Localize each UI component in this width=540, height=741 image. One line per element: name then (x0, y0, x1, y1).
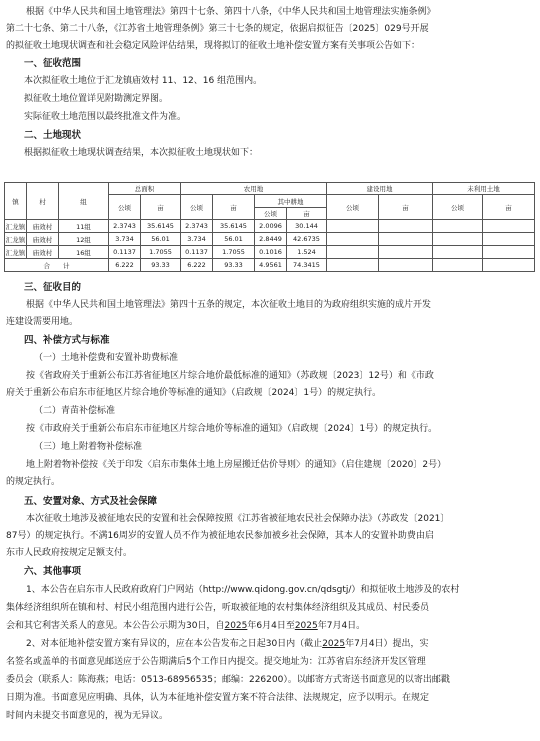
text-run: 年7月4日。 (317, 621, 366, 631)
cell-value: 0.1137 (109, 246, 141, 259)
cell-value: 6.222 (181, 259, 213, 272)
header-unit-ha: 公顷 (181, 195, 213, 220)
other-paragraph: 集体经济组织所在镇和村、村民小组范围内进行公告，听取被征地的农村集体经济组织及其成员、村民委员 (6, 603, 430, 613)
cell-village: 庙效村 (27, 233, 59, 246)
section-title-purpose: 三、征收目的 (24, 282, 82, 293)
header-unit-ha: 公顷 (109, 195, 141, 220)
scope-paragraph: 本次拟征收土地位于汇龙镇庙效村 11、12、16 组范围内。 (24, 76, 263, 86)
cell-group: 16组 (59, 246, 109, 259)
table-row (5, 246, 535, 259)
cell-town: 汇龙镇 (5, 233, 27, 246)
header-town: 镇 (5, 183, 27, 220)
compensation-paragraph: 地上附着物补偿按《关于印发〈启东市集体土地上房屋搬迁估价导则〉的通知》（启住建规〔2020〕2号） (26, 460, 447, 470)
cell-value: 74.3415 (287, 259, 327, 272)
section-title-compensation: 四、补偿方式与标准 (24, 335, 110, 346)
compensation-paragraph: 府关于重新公布启东市征地区片综合地价等标准的通知》（启政规〔2024〕1号）的规定执行。 (6, 388, 382, 398)
date-year: 2025 (224, 621, 248, 631)
land-status-paragraph: 根据拟征收土地现状调查结果，本次拟征收土地现状如下： (24, 148, 259, 158)
compensation-paragraph: 按《省政府关于重新公布江苏省征地区片综合地价最低标准的通知》（苏政规〔2023〕12号）和《市政 (26, 371, 434, 381)
cell-value: 30.144 (287, 220, 327, 233)
cell-value: 1.7055 (213, 246, 255, 259)
cell-value: 6.222 (109, 259, 141, 272)
date-year: 2025 (322, 639, 346, 649)
cell-value (379, 259, 433, 272)
header-construction: 建设用地 (327, 183, 433, 195)
table-total-row (5, 259, 535, 272)
cell-village: 庙效村 (27, 220, 59, 233)
header-unit-mu: 亩 (483, 195, 535, 220)
cell-value: 0.1137 (181, 246, 213, 259)
other-paragraph (6, 636, 534, 653)
text-run: 会和其它利害关系人的意见。本公告公示期为30日，自 (6, 621, 225, 631)
scope-paragraph: 实际征收土地范围以最终批准文件为准。 (24, 112, 187, 122)
text-run: 年7月4日）提出，实 (345, 639, 429, 649)
other-paragraph: 日期为准。书面意见应明确、具体，认为本征地补偿安置方案不符合法律、法规规定，应予以明示。在规定 (6, 693, 430, 703)
intro-line: 的拟征收土地现状调查和社会稳定风险评估结果，现将拟订的征收土地补偿安置方案有关事项公告如下： (6, 41, 421, 51)
table-row (5, 220, 535, 233)
compensation-paragraph: 按《市政府关于重新公布启东市征地区片综合地价等标准的通知》（启政规〔2024〕1号）的规定执行。 (26, 424, 438, 434)
cell-value: 1.7055 (141, 246, 181, 259)
cell-value: 93.33 (141, 259, 181, 272)
section-title-other: 六、其他事项 (24, 566, 82, 577)
cell-value: 3.734 (109, 233, 141, 246)
cell-value (433, 233, 483, 246)
other-paragraph: 1、本公告在启东市人民政府政府门户网站（http://www.qidong.gov.cn/qdsgtj/）和拟征收土地涉及的农村 (26, 585, 460, 595)
text-run: 年6月4日至 (247, 621, 295, 631)
cell-value (433, 246, 483, 259)
header-unit-mu: 亩 (287, 208, 327, 220)
resettlement-paragraph: 本次征收土地涉及被征地农民的安置和社会保障按照《江苏省被征地农民社会保障办法》（苏政发〔2021〕 (26, 514, 450, 524)
cell-value: 93.33 (213, 259, 255, 272)
cell-value: 35.6145 (141, 220, 181, 233)
cell-value: 2.3743 (109, 220, 141, 233)
cell-value: 56.01 (141, 233, 181, 246)
header-group: 组 (59, 183, 109, 220)
cell-value: 1.524 (287, 246, 327, 259)
header-total-area: 总面积 (109, 183, 181, 195)
other-paragraph (6, 618, 534, 635)
intro-line: 根据《中华人民共和国土地管理法》第四十七条、第四十八条，《中华人民共和国土地管理法实施条例》 (26, 7, 436, 17)
header-unit-ha: 公顷 (433, 195, 483, 220)
header-unit-mu: 亩 (141, 195, 181, 220)
compensation-paragraph: 的规定执行。 (6, 477, 61, 487)
cell-value (327, 246, 379, 259)
header-arable: 其中耕地 (255, 195, 327, 208)
scope-paragraph: 拟征收土地位置详见附勘测定界图。 (24, 94, 169, 104)
cell-value: 2.8449 (255, 233, 287, 246)
other-paragraph: 时间内未提交书面意见的，视为无异议。 (6, 711, 169, 721)
cell-value (483, 246, 535, 259)
resettlement-paragraph: 东市人民政府按规定足额支付。 (6, 548, 133, 558)
purpose-paragraph: 根据《中华人民共和国土地管理法》第四十五条的规定，本次征收土地目的为政府组织实施的成片开发 (26, 300, 432, 310)
cell-value (483, 220, 535, 233)
cell-total-label: 合 计 (5, 259, 109, 272)
cell-value (379, 220, 433, 233)
text-run: 2、对本征地补偿安置方案有异议的，应在本公告发布之日起30日内（截止 (26, 639, 323, 649)
cell-value (483, 233, 535, 246)
cell-value (379, 233, 433, 246)
section-title-land-status: 二、土地现状 (24, 130, 82, 141)
cell-value (433, 220, 483, 233)
cell-value: 0.1016 (255, 246, 287, 259)
cell-value (483, 259, 535, 272)
cell-value (327, 233, 379, 246)
cell-value: 42.6735 (287, 233, 327, 246)
section-title-resettlement: 五、安置对象、方式及社会保障 (24, 496, 158, 507)
cell-value: 35.6145 (213, 220, 255, 233)
header-agricultural: 农用地 (181, 183, 327, 195)
purpose-paragraph: 连建设需要用地。 (6, 317, 79, 327)
subsection-title: （一）土地补偿费和安置补助费标准 (34, 353, 179, 363)
cell-value: 56.01 (213, 233, 255, 246)
subsection-title: （三）地上附着物补偿标准 (34, 442, 143, 452)
cell-group: 11组 (59, 220, 109, 233)
header-unit-ha: 公顷 (327, 195, 379, 220)
cell-town: 汇龙镇 (5, 220, 27, 233)
cell-value: 2.0096 (255, 220, 287, 233)
section-title-scope: 一、征收范围 (24, 58, 82, 69)
cell-value (327, 259, 379, 272)
header-unused: 未利用土地 (433, 183, 535, 195)
cell-value: 3.734 (181, 233, 213, 246)
header-unit-mu: 亩 (379, 195, 433, 220)
header-village: 村 (27, 183, 59, 220)
intro-line: 第二十七条、第二十八条，《江苏省土地管理条例》第三十七条的规定，依据启拟征告〔2025〕029号开展 (6, 24, 429, 34)
cell-value: 4.9561 (255, 259, 287, 272)
subsection-title: （二）青苗补偿标准 (34, 406, 116, 416)
table-row (5, 233, 535, 246)
other-paragraph: 名签名或盖单的书面意见邮送应于公告期满后5个工作日内提交。提交地址为：江苏省启东经济开发区管理 (6, 657, 426, 667)
header-unit-mu: 亩 (213, 195, 255, 220)
other-paragraph: 委员会（联系人：陈海燕；电话：0513-68956535；邮编：226200）。以邮寄方式寄送书面意见的以寄出邮戳 (6, 675, 450, 685)
cell-town: 汇龙镇 (5, 246, 27, 259)
cell-village: 庙效村 (27, 246, 59, 259)
date-year: 2025 (294, 621, 318, 631)
resettlement-paragraph: 87号）的规定执行。不满16周岁的安置人员不作为被征地农民参加被乡社会保障，其本人的安置补助费由启 (6, 531, 434, 541)
land-status-table (4, 182, 535, 272)
cell-group: 12组 (59, 233, 109, 246)
cell-value: 2.3743 (181, 220, 213, 233)
cell-value (327, 220, 379, 233)
cell-value (433, 259, 483, 272)
header-unit-ha: 公顷 (255, 208, 287, 220)
cell-value (379, 246, 433, 259)
